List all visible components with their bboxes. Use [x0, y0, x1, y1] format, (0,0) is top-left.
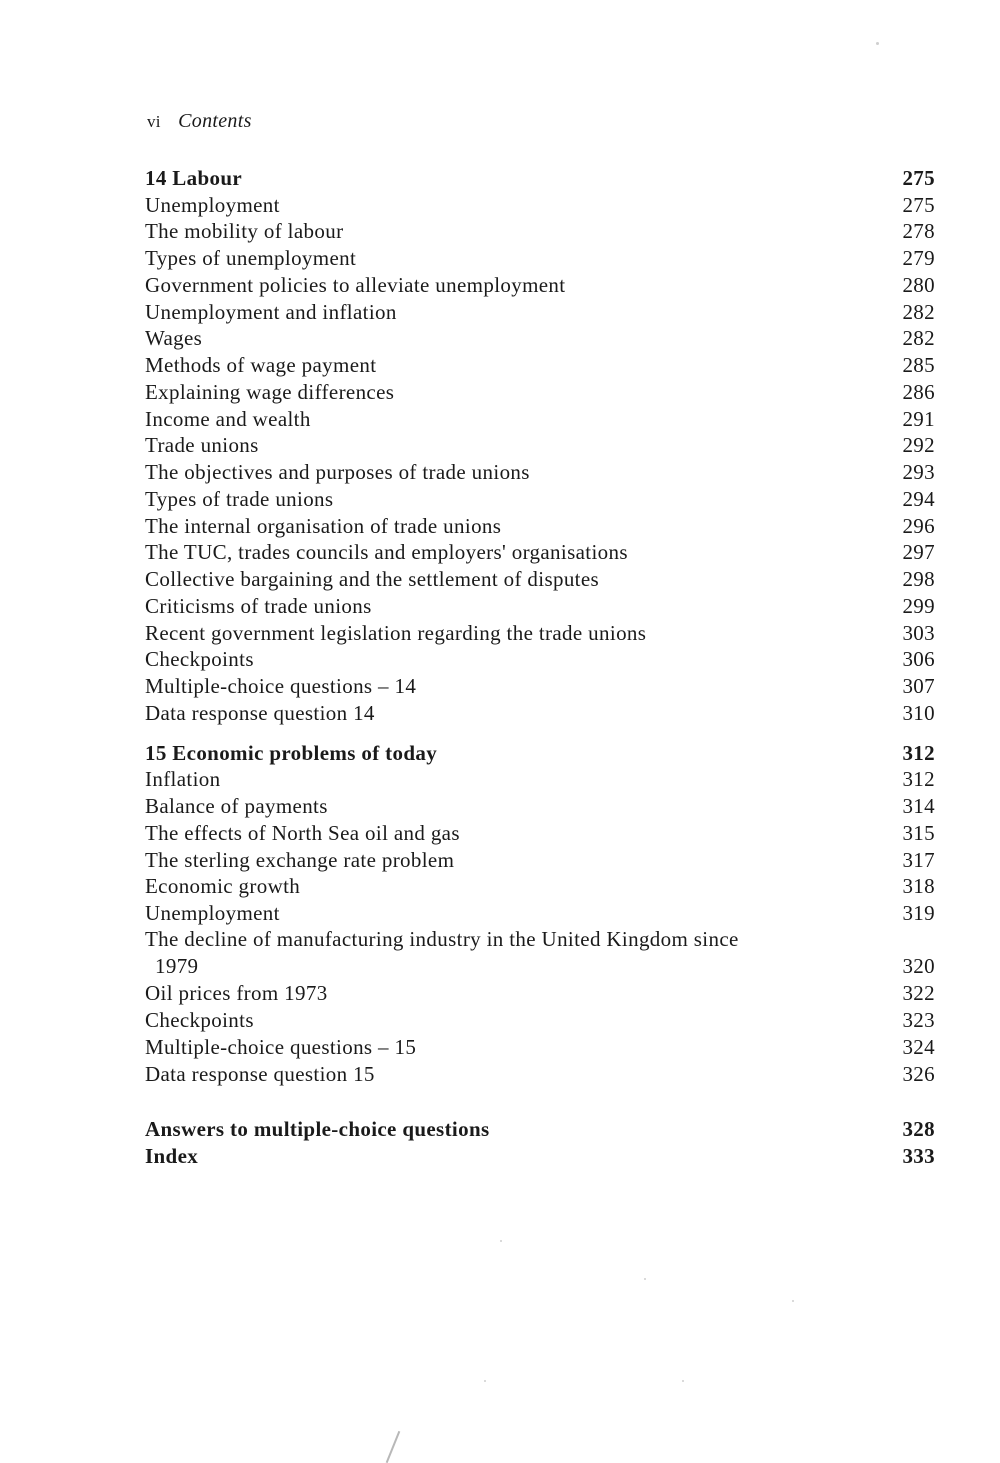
- toc-entry-title: The effects of North Sea oil and gas: [145, 820, 460, 845]
- scan-speck: [644, 1278, 646, 1280]
- toc-entry[interactable]: [145, 458, 935, 485]
- toc-entry-page: 312: [902, 740, 935, 765]
- toc-entry[interactable]: [145, 1006, 935, 1033]
- toc-entry-title: Index: [145, 1144, 199, 1168]
- toc-entry-title: Unemployment and inflation: [145, 299, 397, 324]
- toc-entry-page: 280: [902, 272, 935, 297]
- toc-entry[interactable]: [145, 646, 935, 673]
- toc-entry-title: Methods of wage payment: [145, 353, 377, 377]
- toc-entry[interactable]: [145, 539, 935, 566]
- toc-entry[interactable]: [145, 485, 935, 512]
- toc-entry-page: 285: [902, 353, 935, 377]
- toc-entry-title: Answers to multiple-choice questions: [145, 1117, 490, 1142]
- toc-entry-page: 278: [902, 219, 935, 244]
- toc-entry-page: 297: [902, 540, 935, 565]
- toc-entry-title: Unemployment: [145, 192, 280, 217]
- toc-entry-title: Data response question 15: [145, 1061, 375, 1086]
- toc-entry-title: Economic growth: [145, 874, 301, 899]
- table-of-contents: [145, 164, 935, 1169]
- scan-scratch: [386, 1431, 401, 1463]
- toc-entry[interactable]: [145, 218, 935, 245]
- toc-entry[interactable]: [145, 819, 935, 846]
- toc-entry[interactable]: [145, 619, 935, 646]
- toc-entry-page: 326: [902, 1061, 935, 1086]
- toc-entry-title: Recent government legislation regarding the trade unions: [145, 620, 647, 645]
- toc-entry-page: 282: [902, 326, 935, 351]
- toc-entry[interactable]: [145, 432, 935, 459]
- toc-entry-page: 299: [902, 593, 935, 618]
- toc-entry-page: 303: [902, 620, 935, 645]
- toc-entry-title: Types of trade unions: [145, 486, 334, 511]
- toc-entry[interactable]: [145, 405, 935, 432]
- toc-entry-title: The decline of manufacturing industry in the United Kingdom since: [145, 927, 739, 951]
- toc-entry-page: 320: [902, 953, 935, 978]
- toc-entry[interactable]: [145, 766, 935, 793]
- back-matter-spacer: [145, 1087, 935, 1116]
- toc-entry-page: 296: [902, 513, 935, 538]
- toc-entry-page: 318: [902, 874, 935, 899]
- toc-entry-page: 310: [902, 700, 935, 725]
- toc-entry[interactable]: [145, 298, 935, 325]
- toc-entry-title: Explaining wage differences: [145, 379, 395, 404]
- toc-entry-page: 298: [902, 567, 935, 591]
- toc-chapter-heading-14[interactable]: [145, 164, 935, 191]
- toc-entry-title: 15 Economic problems of today: [145, 740, 438, 765]
- toc-entry-page: 323: [902, 1008, 935, 1032]
- toc-entry[interactable]: [145, 378, 935, 405]
- toc-entry[interactable]: [145, 512, 935, 539]
- toc-entry-page: 275: [902, 165, 935, 190]
- toc-entry[interactable]: [145, 244, 935, 271]
- toc-back-matter-answers[interactable]: [145, 1116, 935, 1143]
- toc-entry-page: 286: [902, 379, 935, 404]
- toc-entry[interactable]: [145, 672, 935, 699]
- toc-entry-title: The objectives and purposes of trade unions: [145, 460, 530, 484]
- toc-entry-title: Inflation: [145, 767, 221, 792]
- toc-entry-page: 319: [902, 901, 935, 925]
- scan-speck: [876, 42, 879, 45]
- toc-entry-title: Unemployment: [145, 901, 280, 925]
- toc-entry-title: The internal organisation of trade unions: [145, 513, 502, 538]
- toc-entry[interactable]: [145, 846, 935, 873]
- toc-entry-title: The sterling exchange rate problem: [145, 847, 455, 872]
- toc-entry-page: 293: [902, 460, 935, 484]
- scan-speck: [682, 1380, 684, 1382]
- toc-entry-page: 322: [902, 981, 935, 1006]
- toc-entry[interactable]: [145, 271, 935, 298]
- toc-entry-wrapped[interactable]: [145, 926, 935, 980]
- toc-entry[interactable]: [145, 191, 935, 218]
- running-head: [147, 110, 252, 133]
- toc-entry-page: 333: [902, 1144, 935, 1168]
- toc-chapter-heading-15[interactable]: [145, 739, 935, 766]
- toc-entry-page: 291: [902, 406, 935, 431]
- toc-entry[interactable]: [145, 565, 935, 592]
- chapter-spacer: [145, 726, 935, 739]
- toc-entry-page: 317: [902, 847, 935, 872]
- toc-entry-title: Multiple-choice questions – 15: [145, 1034, 417, 1059]
- toc-entry[interactable]: [145, 873, 935, 900]
- page-folio: vi: [147, 112, 161, 131]
- toc-entry-title: Checkpoints: [145, 647, 254, 672]
- toc-entry-title: The mobility of labour: [145, 219, 344, 244]
- toc-entry-title: Government policies to alleviate unemployment: [145, 272, 566, 297]
- toc-entry[interactable]: [145, 1033, 935, 1060]
- toc-entry-title: Oil prices from 1973: [145, 981, 328, 1006]
- toc-entry-title: Trade unions: [145, 433, 259, 458]
- toc-entry-page: 324: [902, 1034, 935, 1059]
- toc-entry-title: Criticisms of trade unions: [145, 593, 372, 618]
- toc-entry[interactable]: [145, 325, 935, 352]
- toc-back-matter-index[interactable]: [145, 1142, 935, 1169]
- toc-entry-page: 306: [902, 647, 935, 672]
- toc-entry[interactable]: [145, 1060, 935, 1087]
- toc-entry-page: 307: [902, 674, 935, 698]
- scan-speck: [500, 1240, 502, 1242]
- toc-entry-page: 314: [902, 794, 935, 818]
- toc-entry-title: Income and wealth: [145, 406, 311, 431]
- toc-entry[interactable]: [145, 792, 935, 819]
- toc-entry-page: 315: [902, 820, 935, 845]
- toc-entry-title: 14 Labour: [145, 165, 243, 190]
- toc-entry-title: Checkpoints: [145, 1008, 254, 1032]
- toc-entry-title: Types of unemployment: [145, 246, 357, 270]
- toc-entry-title: Multiple-choice questions – 14: [145, 674, 417, 698]
- toc-entry-page: 279: [902, 246, 935, 270]
- toc-entry-title: Wages: [145, 326, 203, 351]
- toc-entry-title: The TUC, trades councils and employers' organisations: [145, 540, 628, 565]
- toc-entry-page: 328: [902, 1117, 935, 1142]
- toc-entry-title: Balance of payments: [145, 794, 328, 818]
- toc-entry-title: Collective bargaining and the settlement of disputes: [145, 567, 600, 591]
- toc-entry-page: 282: [902, 299, 935, 324]
- running-head-title: Contents: [178, 110, 252, 132]
- toc-entry[interactable]: [145, 899, 935, 926]
- scan-speck: [792, 1300, 794, 1302]
- toc-entry-title-continuation: 1979: [155, 953, 199, 978]
- toc-entry-page: 275: [902, 192, 935, 217]
- scan-speck: [484, 1380, 486, 1382]
- toc-entry[interactable]: [145, 592, 935, 619]
- toc-entry-page: 294: [902, 486, 935, 511]
- toc-entry[interactable]: [145, 980, 935, 1007]
- toc-entry[interactable]: [145, 699, 935, 726]
- toc-entry[interactable]: [145, 351, 935, 378]
- toc-entry-page: 292: [902, 433, 935, 458]
- toc-entry-page: 312: [902, 767, 935, 792]
- toc-entry-title: Data response question 14: [145, 700, 375, 725]
